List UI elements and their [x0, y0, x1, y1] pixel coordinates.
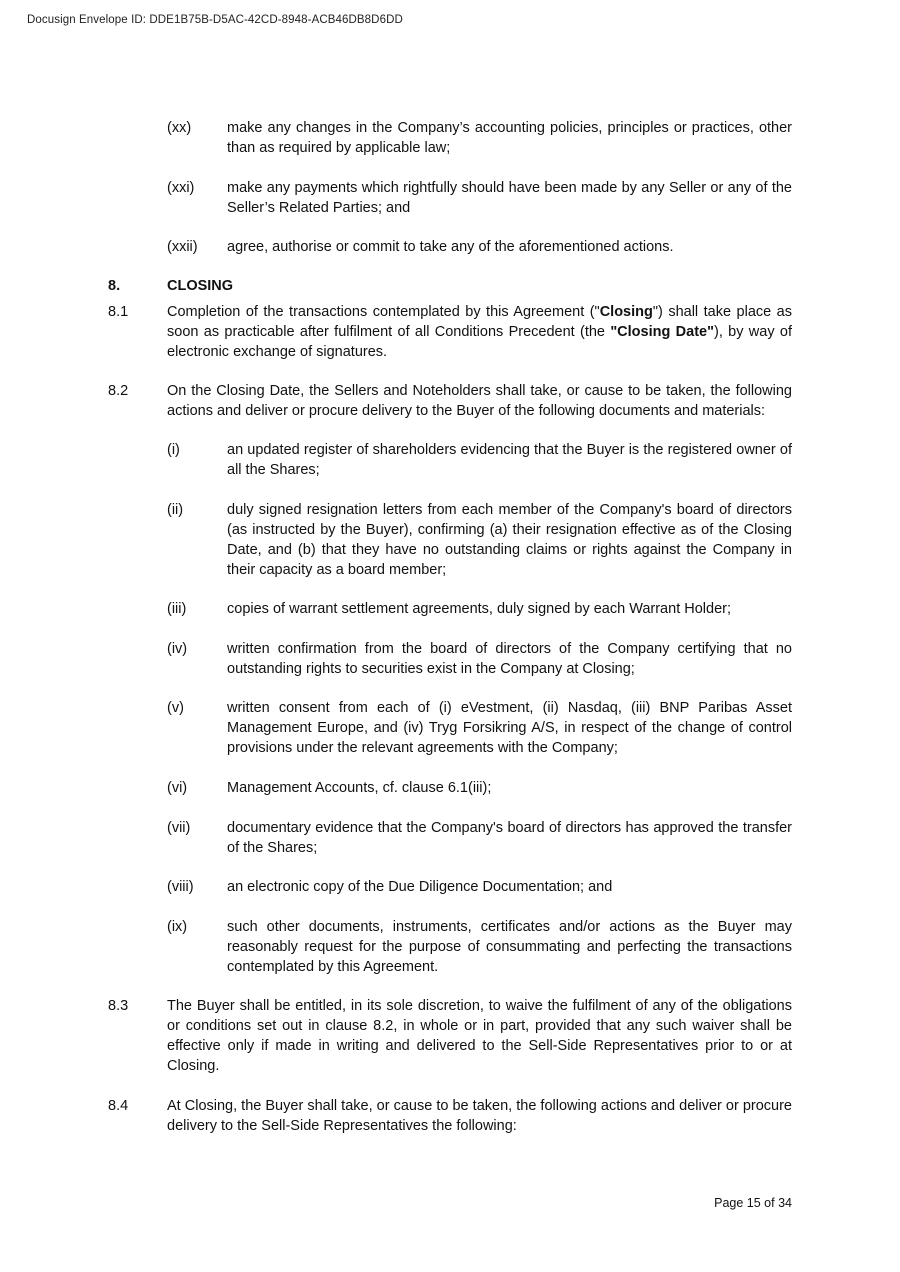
item-text: an updated register of shareholders evidencing that the Buyer is the registered owner of all the Shares; — [227, 442, 792, 478]
item-text: Management Accounts, cf. clause 6.1(iii); — [227, 780, 492, 796]
item-text: agree, authorise or commit to take any of the aforementioned actions. — [227, 239, 674, 255]
item-number: (xxi) — [167, 180, 195, 196]
item-text: duly signed resignation letters from each member of the Company's board of directors (as instructed by the Buyer), confirming (a) their resignation effective as of the Closing Date, and (b) that they have no outstanding claims or rights against the Company in their capacity as a board member; — [227, 502, 792, 578]
item-text: written confirmation from the board of directors of the Company certifying that no outstanding rights to securities exist in the Company at Closing; — [227, 641, 792, 677]
clause-text: Completion of the transactions contemplated by this Agreement ("Closing") shall take place as soon as practicable after fulfilment of all Conditions Precedent (the "Closing Date"), by way of electronic exchange of signatures. — [167, 304, 792, 360]
closing-date-term: "Closing Date" — [610, 324, 714, 340]
clause-number: 8.1 — [108, 304, 129, 320]
closing-term: Closing — [599, 304, 653, 320]
item-number: (v) — [167, 700, 184, 716]
item-text: documentary evidence that the Company's board of directors has approved the transfer of the Shares; — [227, 820, 792, 856]
clause-text: At Closing, the Buyer shall take, or cause to be taken, the following actions and deliver or procure delivery to the Sell-Side Representatives the following: — [167, 1098, 792, 1134]
item-text: such other documents, instruments, certificates and/or actions as the Buyer may reasonably request for the purpose of consummating and perfecting the transactions contemplated by this Agreement. — [227, 919, 792, 975]
item-number: (xxii) — [167, 239, 198, 255]
item-number: (iii) — [167, 601, 187, 617]
item-number: (viii) — [167, 879, 194, 895]
clause-number: 8.3 — [108, 998, 129, 1014]
envelope-id: Docusign Envelope ID: DDE1B75B-D5AC-42CD-8948-ACB46DB8D6DD — [27, 14, 403, 26]
item-number: (ix) — [167, 919, 188, 935]
item-text: make any payments which rightfully should have been made by any Seller or any of the Seller’s Related Parties; and — [227, 180, 792, 216]
clause-number: 8.2 — [108, 383, 129, 399]
section-title: CLOSING — [167, 278, 234, 294]
item-number: (xx) — [167, 120, 192, 136]
item-number: (iv) — [167, 641, 188, 657]
item-text: make any changes in the Company’s accounting policies, principles or practices, other than as required by applicable law; — [227, 120, 792, 156]
item-text: written consent from each of (i) eVestment, (ii) Nasdaq, (iii) BNP Paribas Asset Management Europe, and (iv) Tryg Forsikring A/S, in respect of the change of control provisions under the relevant agreements with the Company; — [227, 700, 792, 756]
clause-number: 8.4 — [108, 1098, 129, 1114]
clause-text: The Buyer shall be entitled, in its sole discretion, to waive the fulfilment of any of the obligations or conditions set out in clause 8.2, in whole or in part, provided that any such waiver shall be effective only if made in writing and delivered to the Sell-Side Representatives prior to or at Closing. — [167, 998, 792, 1074]
clause-text: On the Closing Date, the Sellers and Noteholders shall take, or cause to be taken, the following actions and deliver or procure delivery to the Buyer of the following documents and materials: — [167, 383, 792, 419]
section-number: 8. — [108, 278, 121, 294]
item-number: (ii) — [167, 502, 184, 518]
page-number: Page 15 of 34 — [714, 1196, 792, 1210]
item-text: an electronic copy of the Due Diligence Documentation; and — [227, 879, 613, 895]
item-number: (vii) — [167, 820, 191, 836]
item-number: (vi) — [167, 780, 188, 796]
item-number: (i) — [167, 442, 180, 458]
item-text: copies of warrant settlement agreements, duly signed by each Warrant Holder; — [227, 601, 731, 617]
